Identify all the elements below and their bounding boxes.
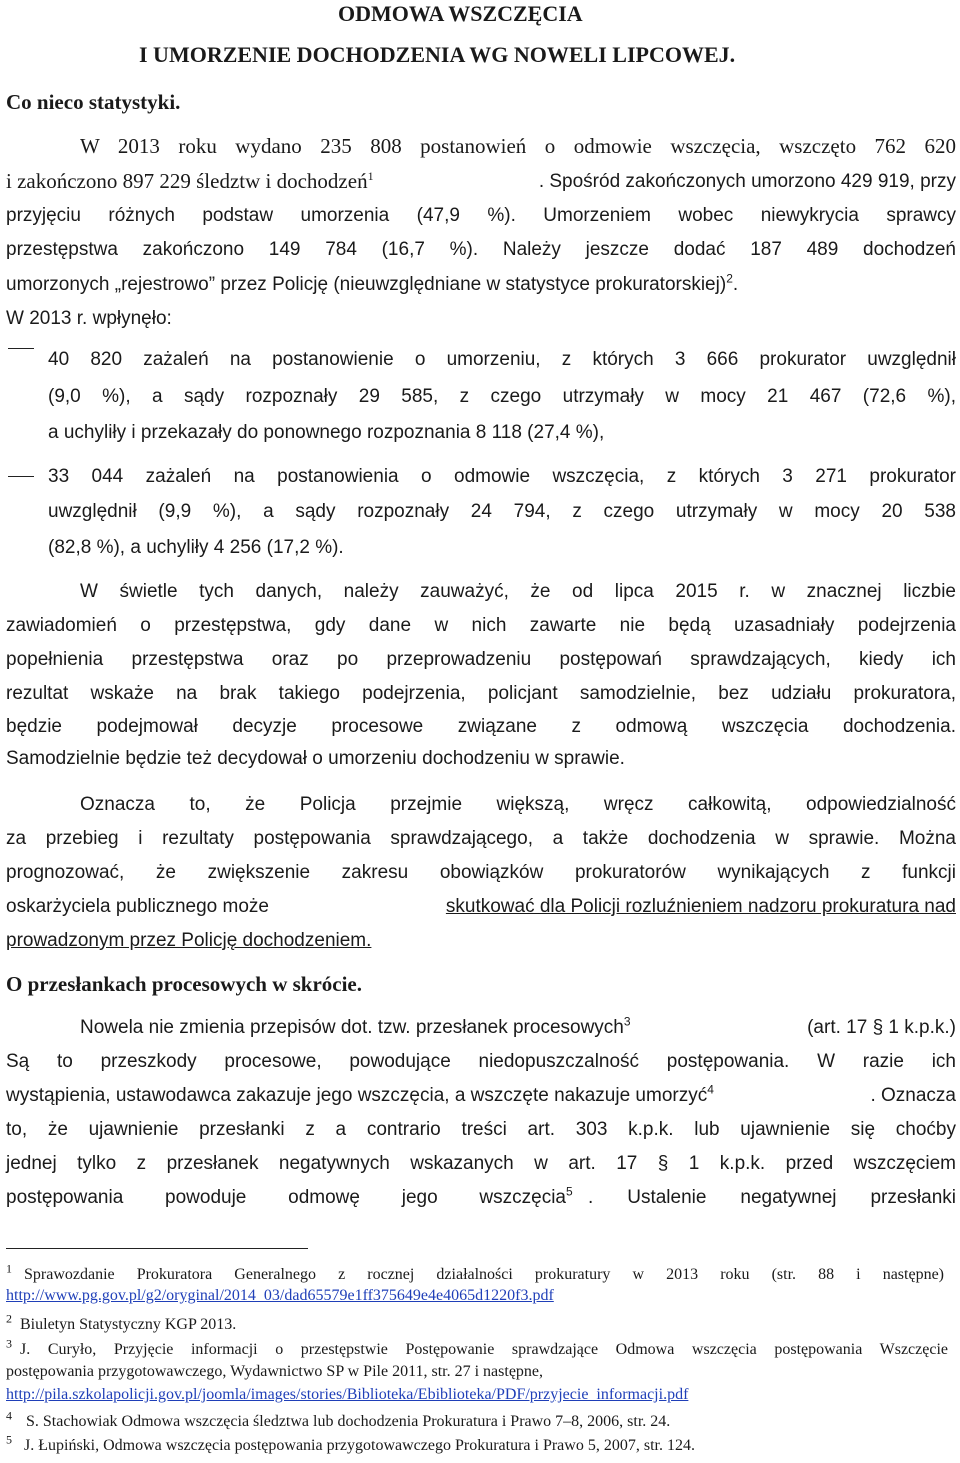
footnote-ref-5[interactable]: 5 (566, 1184, 573, 1199)
footnote-1-link-row (6, 1286, 956, 1306)
footnote-ref-3[interactable]: 3 (623, 1014, 631, 1029)
section-heading-statistics: Co nieco statystyki. (6, 90, 181, 114)
stats-line-5: umorzonych „rejestrowo” przez Policję (nieuwzględniane w statystyce prokuratorskiej)$^2$. (6, 271, 739, 295)
document-title-line1: ODMOWA WSZCZĘCIA (338, 1, 583, 26)
para1-line-3: popełnienia przestępstwa oraz po przeprowadzeniu postępowań sprawdzających, kiedy ich (6, 649, 956, 670)
footnote-number-4: 4 (6, 1408, 12, 1423)
bullet-1-line-3: a uchyliły i przekazały do ponownego rozpoznania 8 118 (27,4 %), (48, 422, 605, 443)
para1-line-2: zawiadomień o przestępstwa, gdy dane w nich zawarte nie będą uzasadniały podejrzenia (6, 615, 956, 636)
footnote-1 (6, 1261, 956, 1285)
footnote-3-text: J. Curyło, Przyjęcie informacji o przestępstwie Postępowanie sprawdzające Odmowa wszczęcia postępowania Wszczęcie (20, 1341, 948, 1358)
para2-line-2: za przebieg i rezultaty postępowania sprawdzającego, a także dochodzenia w sprawie. Można (6, 828, 956, 849)
para1-line-6: Samodzielnie będzie też decydował o umorzeniu dochodzeniu w sprawie. (6, 748, 625, 769)
stats-line-2a: i zakończono 897 229 śledztw i dochodzeń$^1$ (6, 169, 374, 193)
footnote-ref-1[interactable]: 1 (367, 169, 374, 183)
footnote-3-line-2: postępowania przygotowawczego, Wydawnictwo SP w Pile 2011, str. 27 i następne, (6, 1363, 544, 1380)
footnote-ref-2[interactable]: 2 (726, 271, 733, 286)
para1-line-5: będzie podejmował decyzje procesowe związane z odmową wszczęcia dochodzenia. (6, 716, 956, 737)
para3-line-3a: wystąpienia, ustawodawca zakazuje jego wszczęcia, a wszczęte nakazuje umorzyć$^4$ (6, 1082, 714, 1106)
para3-line-2: Są to przeszkody procesowe, powodujące niedopuszczalność postępowania. W razie ich (6, 1051, 956, 1072)
footnote-ref-4[interactable]: 4 (707, 1082, 714, 1097)
footnote-3-link[interactable]: http://pila.szkolapolicji.gov.pl/joomla/images/stories/Biblioteka/Ebiblioteka/PDF/przyjecie_informacji.pdf (6, 1386, 689, 1403)
para1-line-1: W świetle tych danych, należy zauważyć, że od lipca 2015 r. w znacznej liczbie (80, 581, 956, 602)
para1-line-4: rezultat wskaże na brak takiego podejrzenia, policjant samodzielnie, bez udziału prokuratora, (6, 683, 956, 704)
bullet-2-line-3: (82,8 %), a uchyliły 4 256 (17,2 %). (48, 537, 344, 558)
para3-line-1a: Nowela nie zmienia przepisów dot. tzw. przesłanek procesowych$^3$ (80, 1014, 631, 1038)
footnote-1-link[interactable]: http://www.pg.gov.pl/g2/oryginal/2014_03/dad65579e1ff375649e4e4065d1220f3.pdf (6, 1287, 554, 1304)
stats-line-2b: . Spośród zakończonych umorzono 429 919, przy (538, 171, 956, 192)
stats-line-1: W 2013 roku wydano 235 808 postanowień o odmowie wszczęcia, wszczęto 762 620 (80, 134, 956, 158)
footnote-3 (6, 1336, 956, 1360)
para2-line-4a: oskarżyciela publicznego może (6, 896, 269, 917)
stats-line-4: przestępstwa zakończono 149 784 (16,7 %). Należy jeszcze dodać 187 489 dochodzeń (6, 239, 956, 260)
bullet-2-line-1: 33 044 zażaleń na postanowienia o odmowie wszczęcia, z których 3 271 prokurator (48, 466, 956, 487)
bullet-dash-2 (8, 476, 34, 477)
para2-line-1: Oznacza to, że Policja przejmie większą, wręcz całkowitą, odpowiedzialność (80, 794, 956, 815)
para2-line-3: prognozować, że zwiększenie zakresu obowiązków prokuratorów wynikających z funkcji (6, 862, 956, 883)
para2-line-5: prowadzonym przez Policję dochodzeniem. (6, 930, 372, 951)
footnote-3-link-row (6, 1385, 956, 1405)
stats-line-6: W 2013 r. wpłynęło: (6, 308, 172, 329)
footnote-5 (6, 1432, 956, 1456)
footnote-separator (6, 1248, 308, 1249)
para3-line-6b: . Ustalenie negatywnej przesłanki (588, 1187, 956, 1208)
footnote-4-text: S. Stachowiak Odmowa wszczęcia śledztwa lub dochodzenia Prokuratura i Prawo 7–8, 2006, str. 24. (26, 1413, 671, 1430)
footnote-5-text: J. Łupiński, Odmowa wszczęcia postępowania przygotowawczego Prokuratura i Prawo 5, 2007, str. 124. (24, 1437, 695, 1454)
footnote-4 (6, 1408, 956, 1432)
footnote-number-2: 2 (6, 1311, 12, 1326)
bullet-1-line-1: 40 820 zażaleń na postanowienie o umorzeniu, z których 3 666 prokurator uwzględnił (48, 349, 956, 370)
footnote-number-3: 3 (6, 1336, 12, 1351)
para3-line-5: jednej tylko z przesłanek negatywnych wskazanych w art. 17 § 1 k.p.k. przed wszczęciem (6, 1153, 956, 1174)
para3-line-6a: postępowania powoduje odmowę jego wszczęcia$^5$ (6, 1184, 573, 1208)
bullet-2-line-2: uwzględnił (9,9 %), a sądy rozpoznały 24 794, z czego utrzymały w mocy 20 538 (48, 501, 956, 522)
footnote-1-text: Sprawozdanie Prokuratora Generalnego z rocznej działalności prokuratury w 2013 roku (str. 88 i następne) (24, 1266, 944, 1283)
section-heading-procedural: O przesłankach procesowych w skrócie. (6, 972, 363, 996)
document-title-line2: I UMORZENIE DOCHODZENIA WG NOWELI LIPCOWEJ. (139, 42, 736, 67)
footnote-number-5: 5 (6, 1432, 12, 1447)
para3-line-4: to, że ujawnienie przesłanki z a contrario treści art. 303 k.p.k. lub ujawnienie się choćby (6, 1119, 956, 1140)
footnote-2 (6, 1311, 956, 1335)
footnote-2-text: Biuletyn Statystyczny KGP 2013. (20, 1316, 237, 1333)
bullet-dash-1 (8, 348, 34, 349)
bullet-1-line-2: (9,0 %), a sądy rozpoznały 29 585, z czego utrzymały w mocy 21 467 (72,6 %), (48, 386, 956, 407)
para3-line-3b: . Oznacza (870, 1085, 956, 1106)
para2-line-4b: skutkować dla Policji rozluźnieniem nadzoru prokuratura nad (445, 896, 956, 917)
para3-line-1b: (art. 17 § 1 k.p.k.) (807, 1017, 956, 1038)
stats-line-3: przyjęciu różnych podstaw umorzenia (47,9 %). Umorzeniem wobec niewykrycia sprawcy (6, 205, 956, 226)
footnote-number-1: 1 (6, 1261, 12, 1276)
